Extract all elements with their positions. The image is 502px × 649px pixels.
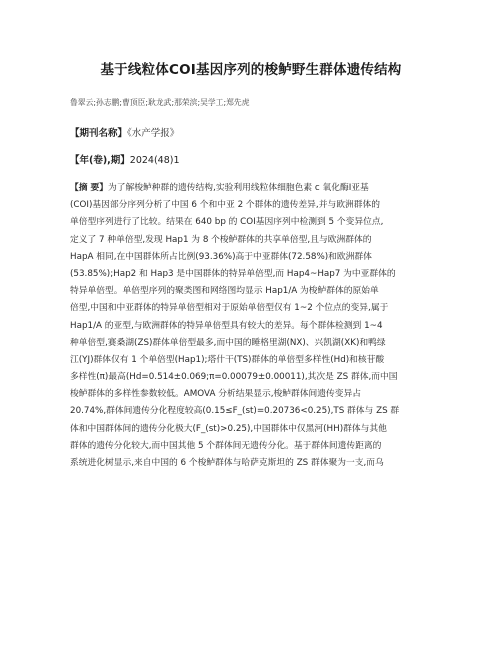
abstract-line: 系统进化树显示,来自中国的 6 个梭鲈群体与哈萨克斯坦的 ZS 群体聚为一支,而乌 bbox=[70, 458, 384, 468]
abstract-line: 定义了 7 种单倍型,发现 Hap1 为 8 个梭鲈群体的共享单倍型,且与欧洲群体的 bbox=[70, 234, 372, 245]
issue-value: 2024(48)1 bbox=[129, 155, 180, 166]
abstract-line: 特异单倍型。单倍型序列的聚类图和网络图均显示 Hap1/A 为梭鲈群体的原始单 bbox=[70, 286, 379, 297]
abstract-line: (COⅠ)基因部分序列分析了中国 6 个和中亚 2 个群体的遗传差异,并与欧洲群体的 bbox=[70, 200, 380, 211]
journal-label: 【期刊名称】 bbox=[70, 128, 128, 139]
issue-line bbox=[70, 152, 180, 166]
abstract-line: 梭鲈群体的多样性参数较低。AMOVA 分析结果显示,梭鲈群体间遗传变异占 bbox=[70, 389, 361, 400]
journal-name: 《水产学报》 bbox=[127, 128, 180, 139]
paper-title: 基于线粒体COⅠ基因序列的梭鲈野生群体遗传结构 bbox=[100, 62, 402, 78]
abstract-line: 群体的遗传分化较大,而中国其他 5 个群体间无遗传分化。基于群体间遗传距离的 bbox=[70, 440, 382, 451]
abstract-label: 【摘 要】 bbox=[70, 183, 109, 193]
abstract-line: 【摘 要】为了解梭鲈种群的遗传结构,实验利用线粒体细胞色素 c 氧化酶Ⅰ亚基 bbox=[70, 183, 369, 193]
abstract-line: 体和中国群体间的遗传分化极大(F_(st)>0.25),中国群体中仅黑河(HH)群体与其他 bbox=[70, 423, 387, 434]
abstract-line: 江(YJ)群体仅有 1 个单倍型(Hap1);塔什干(TS)群体的单倍型多样性(Hd)和核苷酸 bbox=[70, 354, 385, 365]
abstract-line: 单倍型序列进行了比较。结果在 640 bp 的 COⅠ基因序列中检测到 5 个变异位点, bbox=[70, 217, 384, 228]
journal-line bbox=[70, 125, 179, 139]
abstract-line: 种单倍型,赛桑湖(ZS)群体单倍型最多,而中国的睡格里湖(NX)、兴凯湖(XK)和鸭绿 bbox=[70, 337, 386, 348]
abstract-line: (53.85%);Hap2 和 Hap3 是中国群体的特异单倍型,而 Hap4~Hap7 为中亚群体的 bbox=[70, 268, 396, 279]
author-list: 鲁翠云;孙志鹏;曹顶臣;耿龙武;那荣滨;吴学工;郑先虎 bbox=[70, 98, 250, 107]
abstract-block bbox=[70, 180, 438, 472]
abstract-line: 多样性(π)最高(Hd=0.514±0.069;π=0.00079±0.00011),其次是 ZS 群体,而中国 bbox=[70, 372, 398, 383]
abstract-line: HapA 相同,在中国群体所占比例(93.36%)高于中亚群体(72.58%)和欧洲群体 bbox=[70, 251, 372, 262]
abstract-line: 20.74%,群体间遗传分化程度较高(0.15≤F_(st)=0.20736<0.25),TS 群体与 ZS 群 bbox=[70, 406, 400, 417]
issue-label: 【年(卷),期】 bbox=[70, 155, 130, 166]
abstract-line: 倍型,中国和中亚群体的特异单倍型相对于原始单倍型仅有 1~2 个位点的变异,属于 bbox=[70, 303, 389, 314]
abstract-line: Hap1/A 的亚型,与欧洲群体的特异单倍型具有较大的差异。每个群体检测到 1~4 bbox=[70, 320, 383, 331]
